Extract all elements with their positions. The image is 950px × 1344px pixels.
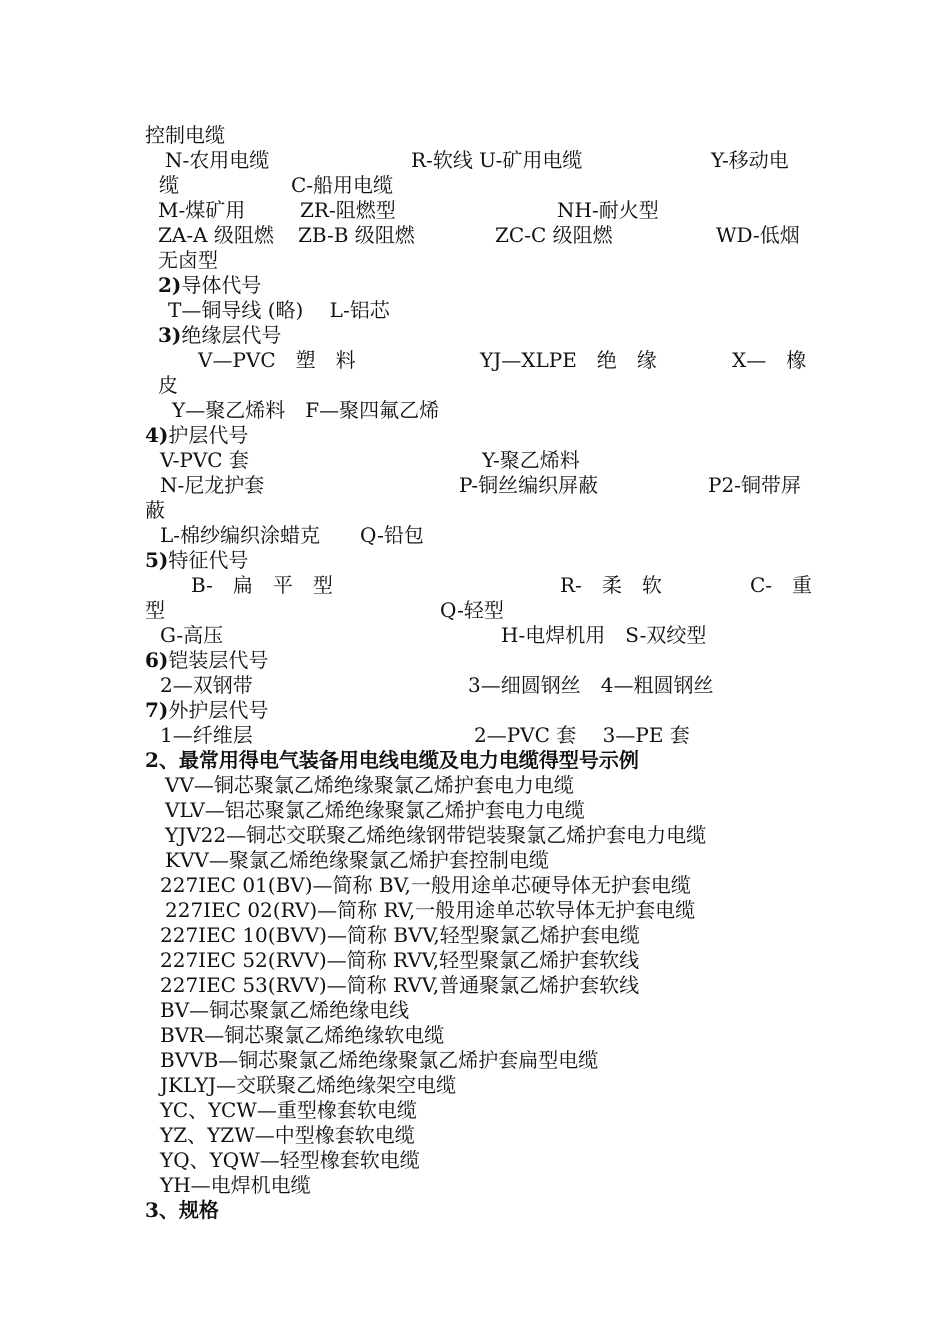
code-wd: WD-低烟 bbox=[716, 223, 800, 247]
sheath-y: Y-聚乙烯料 bbox=[482, 448, 580, 472]
feature-h-s: H-电焊机用 S-双绞型 bbox=[501, 623, 707, 647]
code-halogen-free: 无卤型 bbox=[158, 248, 218, 272]
armor-heading-text: 铠装层代号 bbox=[168, 648, 269, 672]
ins-x: X— 橡 bbox=[732, 348, 807, 372]
armor-2: 2—双钢带 bbox=[160, 673, 253, 697]
outer-1: 1—纤维层 bbox=[160, 723, 253, 747]
sheath-l-q: L-棉纱编织涂蜡克 Q-铅包 bbox=[160, 523, 424, 547]
code-m: M-煤矿用 bbox=[158, 198, 246, 222]
code-zr: ZR-阻燃型 bbox=[300, 198, 396, 222]
insulation-heading-num: 3) bbox=[158, 323, 182, 347]
example-item: YC、YCW—重型橡套软电缆 bbox=[160, 1098, 417, 1122]
example-item: JKLYJ—交联聚乙烯绝缘架空电缆 bbox=[160, 1073, 457, 1097]
feature-q: Q-轻型 bbox=[440, 598, 504, 622]
insulation-heading bbox=[158, 323, 281, 348]
feature-c: C- 重 bbox=[750, 573, 813, 597]
feature-heading-num: 5) bbox=[145, 548, 169, 572]
example-item: YH—电焊机电缆 bbox=[160, 1173, 311, 1197]
code-r-u: R-软线 U-矿用电缆 bbox=[411, 148, 583, 172]
conductor-heading bbox=[158, 273, 261, 298]
code-za: ZA-A 级阻燃 bbox=[158, 223, 274, 247]
example-item: VV—铜芯聚氯乙烯绝缘聚氯乙烯护套电力电缆 bbox=[165, 773, 574, 797]
example-item: YQ、YQW—轻型橡套软电缆 bbox=[160, 1148, 420, 1172]
sheath-n: N-尼龙护套 bbox=[160, 473, 265, 497]
code-y: Y-移动电 bbox=[711, 148, 789, 172]
outer-2-3: 2—PVC 套 3—PE 套 bbox=[474, 723, 690, 747]
sheath-p2: P2-铜带屏 bbox=[708, 473, 801, 497]
heading-2: 2、最常用得电气装备用电线电缆及电力电缆得型号示例 bbox=[145, 748, 639, 772]
example-item: BV—铜芯聚氯乙烯绝缘电线 bbox=[160, 998, 410, 1022]
code-zb: ZB-B 级阻燃 bbox=[298, 223, 415, 247]
feature-r: R- 柔 软 bbox=[560, 573, 662, 597]
example-item: 227IEC 02(RV)—简称 RV,一般用途单芯软导体无护套电缆 bbox=[165, 898, 696, 922]
example-item: 227IEC 52(RVV)—简称 RVV,轻型聚氯乙烯护套软线 bbox=[160, 948, 640, 972]
example-item: 227IEC 01(BV)—简称 BV,一般用途单芯硬导体无护套电缆 bbox=[160, 873, 691, 897]
example-item: VLV—铝芯聚氯乙烯绝缘聚氯乙烯护套电力电缆 bbox=[165, 798, 585, 822]
conductor-heading-num: 2) bbox=[158, 273, 182, 297]
armor-heading-num: 6) bbox=[145, 648, 169, 672]
sheath-v: V-PVC 套 bbox=[160, 448, 249, 472]
code-n: N-农用电缆 bbox=[165, 148, 270, 172]
code-lan: 缆 bbox=[159, 173, 179, 197]
outer-heading bbox=[145, 698, 268, 723]
example-item: KVV—聚氯乙烯绝缘聚氯乙烯护套控制电缆 bbox=[165, 848, 549, 872]
ins-yj: YJ—XLPE 绝 缘 bbox=[480, 348, 657, 372]
ins-v: V—PVC 塑 料 bbox=[198, 348, 356, 372]
sheath-p: P-铜丝编织屏蔽 bbox=[459, 473, 599, 497]
heading-3: 3、规格 bbox=[145, 1198, 219, 1222]
ins-x-cont: 皮 bbox=[158, 373, 178, 397]
feature-heading-text: 特征代号 bbox=[168, 548, 249, 572]
example-item: 227IEC 10(BVV)—简称 BVV,轻型聚氯乙烯护套电缆 bbox=[160, 923, 640, 947]
conductor-items: T—铜导线 (略) L-铝芯 bbox=[168, 298, 390, 322]
insulation-heading-text: 绝缘层代号 bbox=[181, 323, 282, 347]
code-nh: NH-耐火型 bbox=[557, 198, 659, 222]
code-c: C-船用电缆 bbox=[291, 173, 394, 197]
outer-heading-text: 外护层代号 bbox=[168, 698, 269, 722]
example-item: 227IEC 53(RVV)—简称 RVV,普通聚氯乙烯护套软线 bbox=[160, 973, 640, 997]
example-item: BVR—铜芯聚氯乙烯绝缘软电缆 bbox=[160, 1023, 445, 1047]
armor-heading bbox=[145, 648, 268, 673]
conductor-heading-text: 导体代号 bbox=[181, 273, 262, 297]
feature-heading bbox=[145, 548, 248, 573]
feature-b: B- 扁 平 型 bbox=[191, 573, 333, 597]
example-item: YJV22—铜芯交联聚乙烯绝缘钢带铠装聚氯乙烯护套电力电缆 bbox=[165, 823, 707, 847]
armor-3-4: 3—细圆钢丝 4—粗圆钢丝 bbox=[468, 673, 714, 697]
ins-y-f: Y—聚乙烯料 F—聚四氟乙烯 bbox=[172, 398, 440, 422]
feature-c-cont: 型 bbox=[145, 598, 165, 622]
sheath-heading-text: 护层代号 bbox=[168, 423, 249, 447]
sheath-heading bbox=[145, 423, 248, 448]
feature-g: G-高压 bbox=[160, 623, 224, 647]
sheath-heading-num: 4) bbox=[145, 423, 169, 447]
control-cable-text: 控制电缆 bbox=[145, 123, 225, 147]
example-item: YZ、YZW—中型橡套软电缆 bbox=[160, 1123, 415, 1147]
example-item: BVVB—铜芯聚氯乙烯绝缘聚氯乙烯护套扁型电缆 bbox=[160, 1048, 599, 1072]
code-zc: ZC-C 级阻燃 bbox=[495, 223, 613, 247]
outer-heading-num: 7) bbox=[145, 698, 169, 722]
sheath-p2-cont: 蔽 bbox=[145, 498, 165, 522]
